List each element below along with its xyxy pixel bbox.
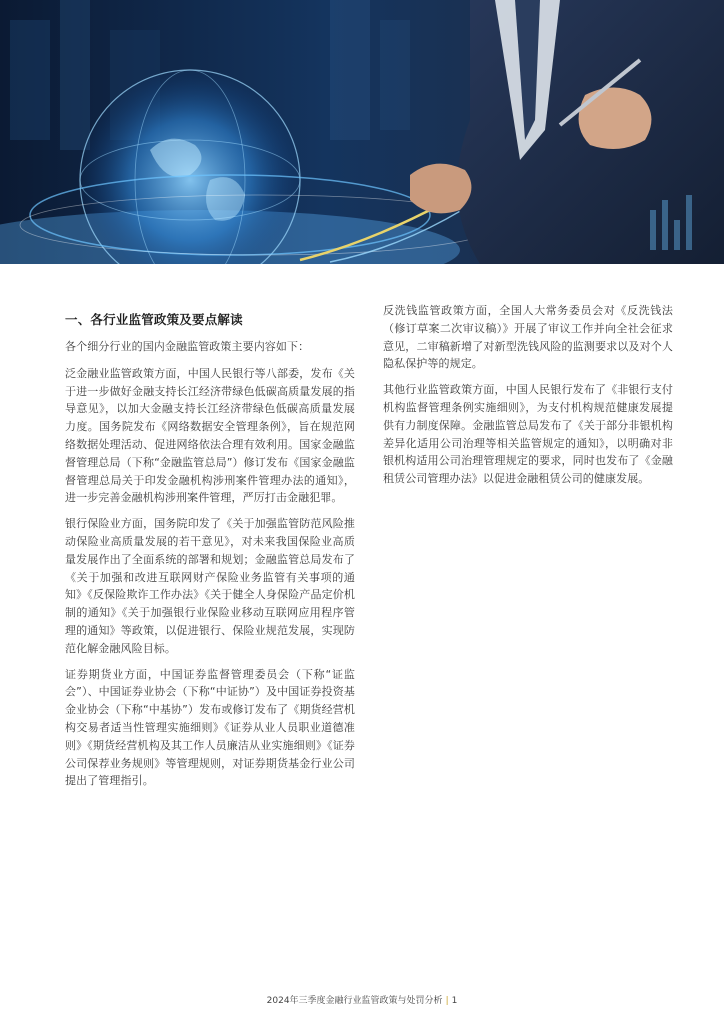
left-column	[65, 302, 355, 798]
section-intro: 各个细分行业的国内金融监管政策主要内容如下：	[65, 340, 310, 353]
footer-separator: |	[445, 996, 449, 1006]
paragraph-securities-futures: 证券期货业方面，中国证券监督管理委员会（下称“证监会”）、中国证券业协会（下称“中证协”）及中国证券投资基金业协会（下称“中基协”）发布或修订发布了《期货经营机构交易者适当性管理实施细则》《证券从业人员职业道德准则》《期货经营机构及其工作人员廉洁从业实施细则》《证券公司保荐业务规则》等管理规则，对证券期货基金行业公司提出了管理指引。	[65, 667, 355, 788]
page-number: 1	[451, 996, 458, 1006]
section-title: 一、各行业监管政策及要点解读	[65, 312, 243, 327]
paragraph-banking-insurance: 银行保险业方面，国务院印发了《关于加强监管防范风险推动保险业高质量发展的若干意见》，对未来我国保险业高质量发展作出了全面系统的部署和规划；金融监管总局发布了《关于加强和改进互联网财产保险业务监管有关事项的通知》《反保险欺诈工作办法》《关于健全人身保险产品定价机制的通知》《关于加强银行业保险业移动互联网应用程序管理的通知》等政策，以促进银行、保险业规范发展，实现防范化解金融风险目标。	[65, 517, 355, 655]
footer-title: 2024年三季度金融行业监管政策与处罚分析	[266, 996, 443, 1006]
hero-image	[0, 0, 724, 264]
right-column	[383, 302, 673, 496]
page-footer	[0, 993, 724, 1006]
paragraph-anti-money-laundering: 反洗钱监管政策方面，全国人大常务委员会对《反洗钱法（修订草案二次审议稿）》开展了审议工作并向全社会征求意见，二审稿新增了对新型洗钱风险的监测要求以及对个人隐私保护等的规定。	[383, 304, 673, 371]
paragraph-other-industries: 其他行业监管政策方面，中国人民银行发布了《非银行支付机构监督管理条例实施细则》，为支付机构规范健康发展提供有力制度保障。金融监管总局发布了《关于部分非银机构差异化适用公司治理等相关监管规定的通知》，以明确对非银机构适用公司治理管理规定的要求，同时也发布了《金融租赁公司管理办法》以促进金融租赁公司的健康发展。	[383, 383, 673, 486]
paragraph-pan-financial: 泛金融业监管政策方面，中国人民银行等八部委，发布《关于进一步做好金融支持长江经济带绿色低碳高质量发展的指导意见》，以加大金融支持长江经济带绿色低碳高质量发展力度。国务院发布《网络数据安全管理条例》，旨在规范网络数据处理活动、促进网络依法合理有效利用。国家金融监督管理总局（下称“金融监管总局”）修订发布《国家金融监督管理总局关于印发金融机构涉刑案件管理办法的通知》，进一步完善金融机构涉刑案件管理，严厉打击金融犯罪。	[65, 366, 355, 505]
